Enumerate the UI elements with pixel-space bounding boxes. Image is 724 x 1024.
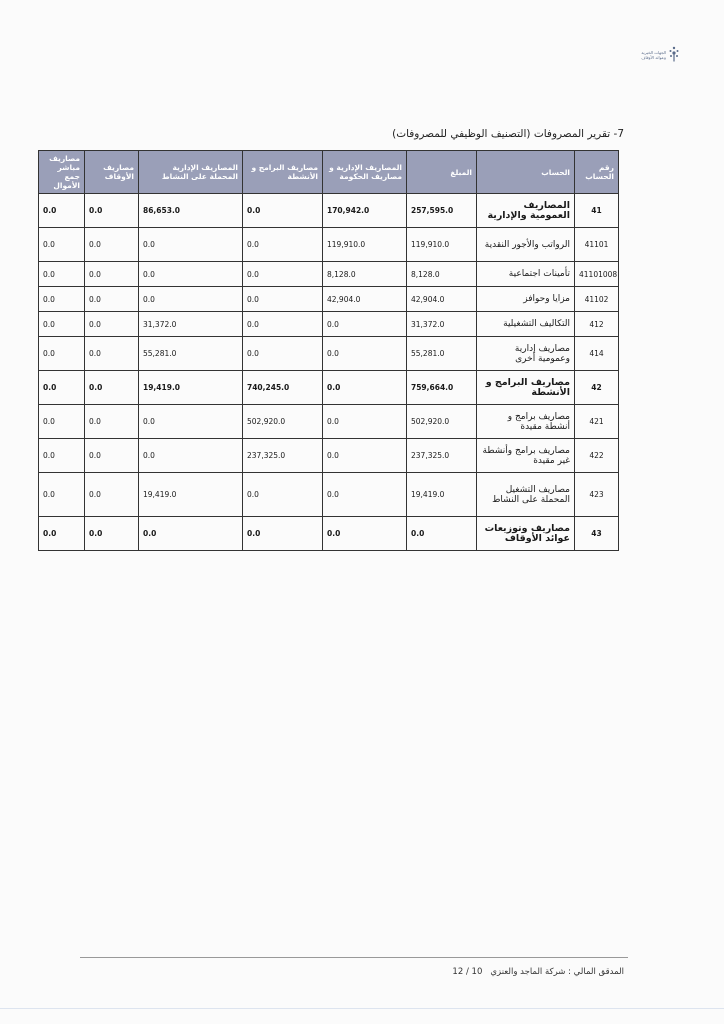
endowments-cell: 0.0: [85, 439, 139, 473]
amount-cell: 237,325.0: [407, 439, 477, 473]
programs-cell: 0.0: [243, 473, 323, 517]
header-admin-allocated: المصاريف الإدارية المحملة على النشاط: [139, 151, 243, 194]
account-name: الرواتب والأجور النقدية: [477, 228, 575, 262]
admin-gov-cell: 0.0: [323, 473, 407, 517]
table-row: [39, 371, 619, 405]
endowments-cell: 0.0: [85, 228, 139, 262]
admin-gov-cell: 0.0: [323, 439, 407, 473]
account-name: مزايا وحوافز: [477, 287, 575, 312]
fundraising-cell: 0.0: [39, 287, 85, 312]
account-name: مصاريف التشغيل المحملة على النشاط: [477, 473, 575, 517]
admin-gov-cell: 170,942.0: [323, 194, 407, 228]
admin-allocated-cell: 86,653.0: [139, 194, 243, 228]
admin-gov-cell: 119,910.0: [323, 228, 407, 262]
admin-gov-cell: 0.0: [323, 312, 407, 337]
logo-text: الجهات الخيرية وعوائد الأوقاف: [641, 50, 666, 60]
account-code: 41101: [575, 228, 619, 262]
programs-cell: 502,920.0: [243, 405, 323, 439]
account-name: مصاريف إدارية وعمومية أخرى: [477, 337, 575, 371]
amount-cell: 19,419.0: [407, 473, 477, 517]
admin-gov-cell: 0.0: [323, 517, 407, 551]
admin-allocated-cell: 0.0: [139, 517, 243, 551]
programs-cell: 0.0: [243, 337, 323, 371]
organization-logo: [636, 44, 680, 70]
table-row: [39, 287, 619, 312]
programs-cell: 0.0: [243, 194, 323, 228]
amount-cell: 0.0: [407, 517, 477, 551]
amount-cell: 8,128.0: [407, 262, 477, 287]
endowments-cell: 0.0: [85, 287, 139, 312]
admin-gov-cell: 0.0: [323, 405, 407, 439]
amount-cell: 42,904.0: [407, 287, 477, 312]
auditor-note: المدقق المالي : شركة الماجد والعنزي: [490, 967, 624, 977]
account-code: 41: [575, 194, 619, 228]
amount-cell: 257,595.0: [407, 194, 477, 228]
account-code: 422: [575, 439, 619, 473]
table-row: [39, 337, 619, 371]
admin-gov-cell: 42,904.0: [323, 287, 407, 312]
footer-divider: [80, 957, 628, 958]
account-name: مصاريف وتوزيعات عوائد الأوقاف: [477, 517, 575, 551]
account-code: 41102: [575, 287, 619, 312]
account-code: 412: [575, 312, 619, 337]
programs-cell: 237,325.0: [243, 439, 323, 473]
endowments-cell: 0.0: [85, 194, 139, 228]
endowments-cell: 0.0: [85, 517, 139, 551]
admin-gov-cell: 8,128.0: [323, 262, 407, 287]
table-row: [39, 312, 619, 337]
admin-allocated-cell: 0.0: [139, 439, 243, 473]
header-programs: مصاريف البرامج و الأنشطة: [243, 151, 323, 194]
fundraising-cell: 0.0: [39, 262, 85, 287]
fundraising-cell: 0.0: [39, 228, 85, 262]
fundraising-cell: 0.0: [39, 517, 85, 551]
account-code: 421: [575, 405, 619, 439]
footer: [452, 967, 624, 977]
account-name: مصاريف البرامج و الأنشطة: [477, 371, 575, 405]
endowments-cell: 0.0: [85, 405, 139, 439]
header-admin-gov: المصاريف الإدارية و مصاريف الحكومة: [323, 151, 407, 194]
fundraising-cell: 0.0: [39, 371, 85, 405]
programs-cell: 0.0: [243, 262, 323, 287]
programs-cell: 0.0: [243, 287, 323, 312]
fundraising-cell: 0.0: [39, 439, 85, 473]
table-header-row: [39, 151, 619, 194]
endowments-cell: 0.0: [85, 473, 139, 517]
account-name: المصاريف العمومية والإدارية: [477, 194, 575, 228]
page-number: 10 / 12: [452, 967, 483, 977]
admin-allocated-cell: 0.0: [139, 262, 243, 287]
bottom-rule: [0, 1008, 724, 1009]
header-account: الحساب: [477, 151, 575, 194]
header-endowments: مصاريف الأوقاف: [85, 151, 139, 194]
admin-allocated-cell: 31,372.0: [139, 312, 243, 337]
admin-gov-cell: 0.0: [323, 371, 407, 405]
fundraising-cell: 0.0: [39, 405, 85, 439]
account-code: 43: [575, 517, 619, 551]
expenses-table: [38, 150, 619, 551]
header-fundraising: مصاريف مباشر جمع الأموال: [39, 151, 85, 194]
account-name: التكاليف التشغيلية: [477, 312, 575, 337]
amount-cell: 759,664.0: [407, 371, 477, 405]
admin-allocated-cell: 19,419.0: [139, 473, 243, 517]
amount-cell: 55,281.0: [407, 337, 477, 371]
table-row: [39, 405, 619, 439]
endowments-cell: 0.0: [85, 262, 139, 287]
account-code: 423: [575, 473, 619, 517]
account-name: تأمينات اجتماعية: [477, 262, 575, 287]
admin-allocated-cell: 55,281.0: [139, 337, 243, 371]
star-logo-icon: [668, 46, 680, 62]
table-row: [39, 194, 619, 228]
admin-allocated-cell: 0.0: [139, 228, 243, 262]
table-row: [39, 262, 619, 287]
header-amount: المبلغ: [407, 151, 477, 194]
admin-allocated-cell: 0.0: [139, 287, 243, 312]
amount-cell: 119,910.0: [407, 228, 477, 262]
programs-cell: 0.0: [243, 312, 323, 337]
account-code: 42: [575, 371, 619, 405]
programs-cell: 740,245.0: [243, 371, 323, 405]
table-row: [39, 439, 619, 473]
table-row: [39, 228, 619, 262]
header-account-code: رقم الحساب: [575, 151, 619, 194]
fundraising-cell: 0.0: [39, 312, 85, 337]
fundraising-cell: 0.0: [39, 194, 85, 228]
section-title: 7- تقرير المصروفات (التصنيف الوظيفي للمصروفات): [392, 128, 624, 140]
amount-cell: 502,920.0: [407, 405, 477, 439]
endowments-cell: 0.0: [85, 337, 139, 371]
admin-allocated-cell: 0.0: [139, 405, 243, 439]
admin-gov-cell: 0.0: [323, 337, 407, 371]
programs-cell: 0.0: [243, 517, 323, 551]
endowments-cell: 0.0: [85, 371, 139, 405]
account-name: مصاريف برامج و أنشطة مقيدة: [477, 405, 575, 439]
fundraising-cell: 0.0: [39, 473, 85, 517]
table-row: [39, 517, 619, 551]
account-code: 414: [575, 337, 619, 371]
table-row: [39, 473, 619, 517]
fundraising-cell: 0.0: [39, 337, 85, 371]
endowments-cell: 0.0: [85, 312, 139, 337]
amount-cell: 31,372.0: [407, 312, 477, 337]
programs-cell: 0.0: [243, 228, 323, 262]
account-code: 41101008: [575, 262, 619, 287]
admin-allocated-cell: 19,419.0: [139, 371, 243, 405]
account-name: مصاريف برامج وأنشطة غير مقيدة: [477, 439, 575, 473]
